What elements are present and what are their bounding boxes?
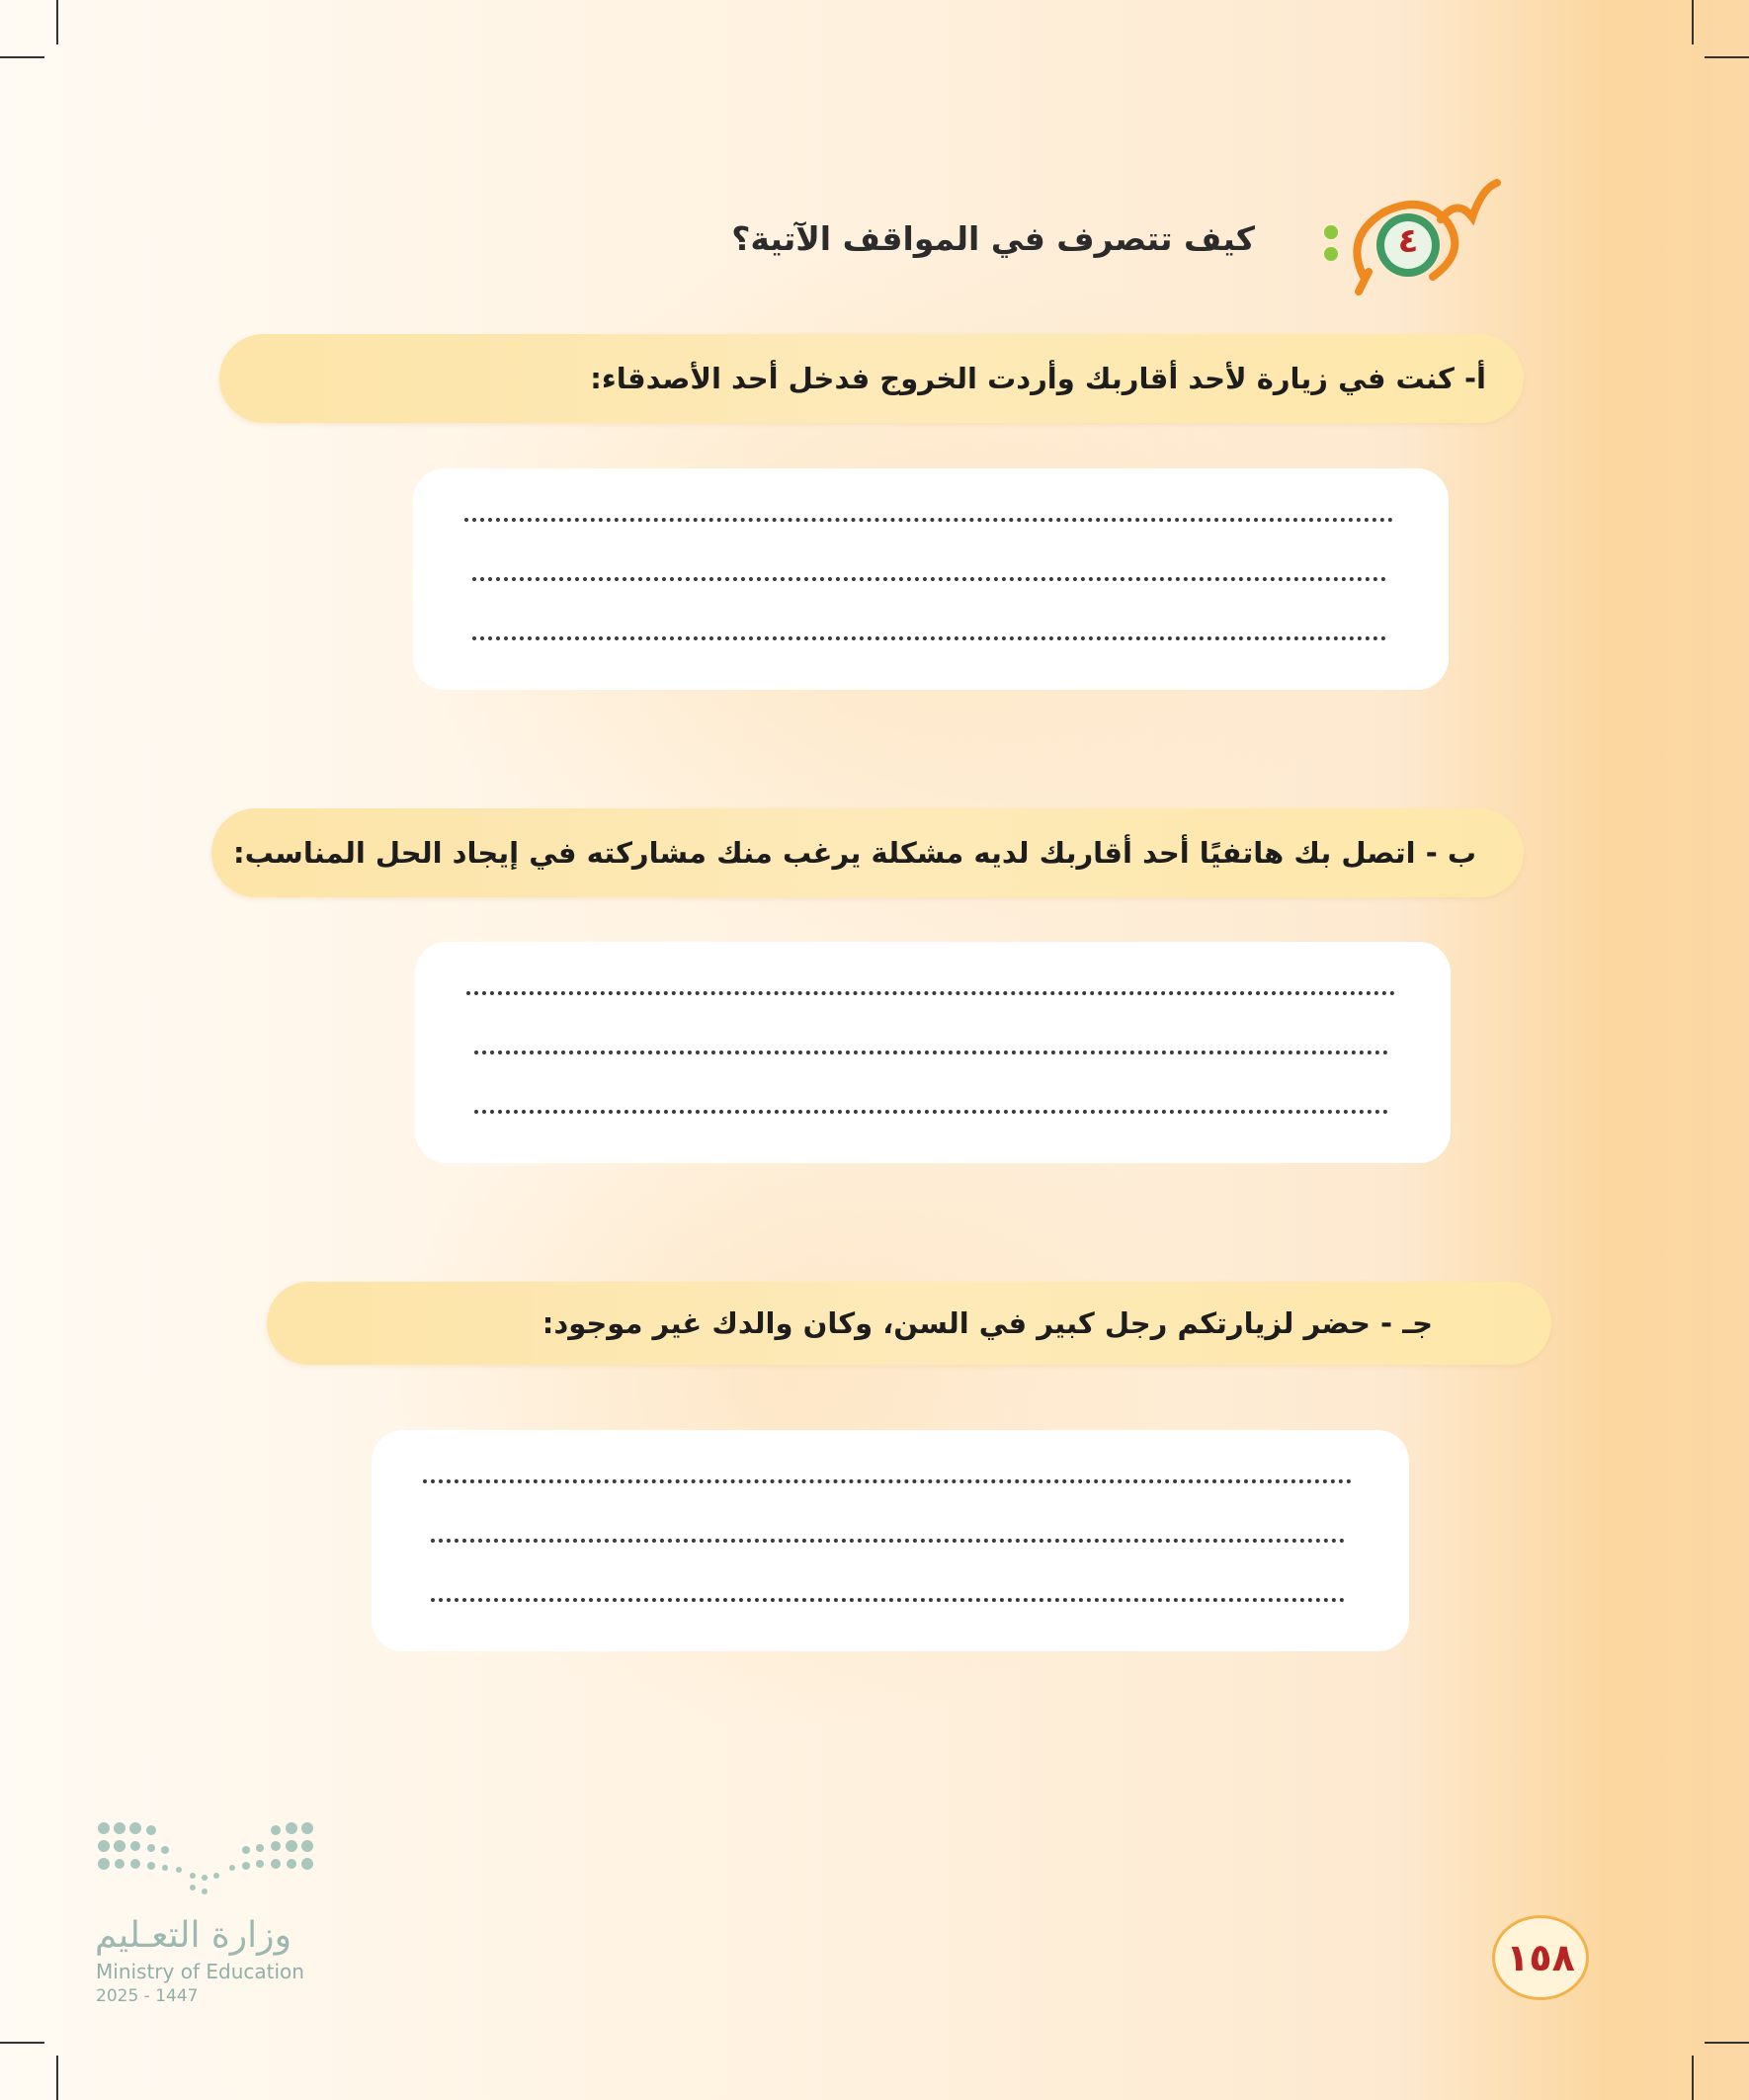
- answer-line[interactable]: [431, 1598, 1345, 1602]
- answer-line[interactable]: [423, 1479, 1352, 1483]
- crop-mark: [1692, 2056, 1694, 2100]
- crop-mark: [0, 2042, 44, 2044]
- crop-mark: [56, 2056, 58, 2100]
- crop-mark: [1705, 56, 1749, 58]
- question-number: ٤: [1397, 221, 1419, 261]
- situation-b-answer-box[interactable]: [415, 942, 1451, 1163]
- crop-mark: [0, 56, 44, 58]
- situation-c-text: جـ - حضر لزيارتكم رجل كبير في السن، وكان والدك غير موجود:: [541, 1306, 1433, 1340]
- crop-mark: [1692, 0, 1694, 44]
- question-number-badge: [1324, 178, 1502, 306]
- answer-line[interactable]: [474, 1110, 1388, 1114]
- crop-mark: [1705, 2042, 1749, 2044]
- ministry-year: 2025 - 1447: [96, 1986, 199, 2006]
- situation-a-text: أ- كنت في زيارة لأحد أقاربك وأردت الخروج فدخل أحد الأصدقاء:: [590, 362, 1486, 395]
- answer-line[interactable]: [464, 518, 1393, 522]
- question-title: كيف تتصرف في المواقف الآتية؟: [731, 219, 1255, 258]
- situation-a-banner: [219, 334, 1524, 423]
- answer-line[interactable]: [472, 577, 1386, 581]
- ministry-name-arabic: وزارة التعـليم: [95, 1915, 292, 1956]
- crop-mark: [56, 0, 58, 44]
- answer-line[interactable]: [466, 991, 1395, 995]
- page-number: ١٥٨: [1492, 1915, 1589, 2000]
- situation-a-answer-box[interactable]: [413, 468, 1449, 690]
- situation-b-banner: [211, 808, 1524, 897]
- answer-line[interactable]: [472, 636, 1386, 640]
- situation-c-answer-box[interactable]: [372, 1430, 1409, 1651]
- answer-line[interactable]: [474, 1050, 1388, 1054]
- ministry-name-english: Ministry of Education: [96, 1960, 304, 1983]
- ministry-dots-icon: [94, 1818, 331, 1907]
- answer-line[interactable]: [431, 1539, 1345, 1543]
- situation-b-text: ب - اتصل بك هاتفيًا أحد أقاربك لديه مشكلة يرغب منك مشاركته في إيجاد الحل المناسب:: [233, 836, 1476, 870]
- situation-c-banner: [267, 1282, 1551, 1365]
